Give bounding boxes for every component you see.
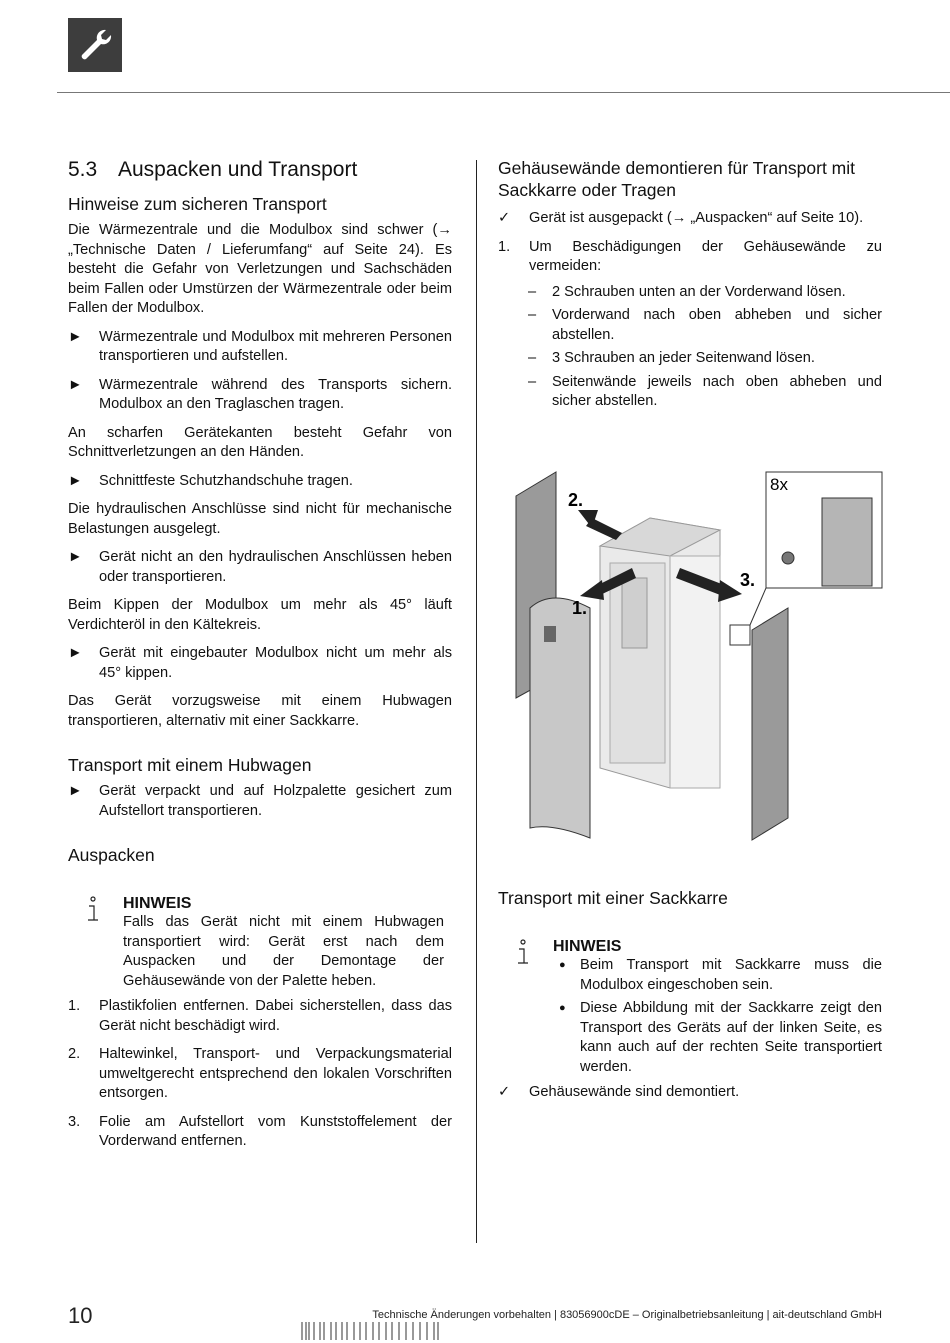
- arrow-icon: ►: [68, 376, 83, 393]
- dash-text: Seitenwände jeweils nach oben abheben und sicher abstellen.: [552, 373, 882, 409]
- unit-body: [600, 518, 720, 788]
- dash-text: 3 Schrauben an jeder Seitenwand lösen.: [552, 350, 815, 366]
- note-bullet: [553, 999, 882, 1077]
- action-text: Schnittfeste Schutzhandschuhe tragen.: [99, 472, 353, 489]
- paragraph: Das Gerät vorzugsweise mit einem Hubwagen transportieren, alternativ mit einer Sackkarre.: [68, 693, 452, 729]
- step-number: 1.: [498, 238, 511, 255]
- action-item: [68, 644, 452, 683]
- step-text: Um Beschädigungen der Gehäusewände zu vermeiden:: [529, 238, 882, 274]
- info-icon: [512, 939, 532, 967]
- wrench-icon: [68, 18, 122, 72]
- note-box: [68, 894, 452, 991]
- column-divider: [476, 160, 477, 1243]
- check-icon: ✓: [498, 1084, 511, 1100]
- check-text: Gerät ist ausgepackt (→ „Auspacken“ auf Seite 10).: [529, 210, 864, 226]
- heading-demontieren: Gehäusewände demontieren für Transport mit Sackkarre oder Tragen: [498, 158, 855, 200]
- dash-item: [498, 283, 882, 303]
- section-title: Auspacken und Transport: [118, 158, 358, 181]
- figure-label-3: 3.: [740, 570, 756, 590]
- section-heading: [68, 157, 452, 183]
- action-item: [68, 472, 452, 492]
- figure-label-8x: 8x: [770, 475, 788, 494]
- step-number: 1.: [68, 998, 81, 1014]
- action-item: [68, 548, 452, 587]
- barcode-icon: [300, 1322, 440, 1340]
- note-body: Falls das Gerät nicht mit einem Hubwagen transportiert wird: Gerät erst nach dem Auspacken und der Demontage der Gehäusewände von der Palette heben.: [123, 914, 444, 989]
- action-text: Wärmezentrale und Modulbox mit mehreren Personen transportieren und aufstellen.: [99, 328, 452, 364]
- paragraph: Die hydraulischen Anschlüsse sind nicht für mechanische Belastungen ausgelegt.: [68, 501, 452, 537]
- front-panel: [530, 598, 590, 838]
- dash-marker: –: [528, 283, 537, 300]
- right-side-panel: [752, 608, 788, 840]
- info-icon: [82, 896, 102, 924]
- check-icon: ✓: [498, 210, 511, 226]
- step-item: [68, 1113, 452, 1152]
- front-display: [544, 626, 556, 642]
- note-title: HINWEIS: [553, 938, 622, 955]
- figure-label-1: 1.: [572, 598, 588, 618]
- right-column-lower: [498, 887, 882, 1112]
- arrow-icon: ►: [68, 328, 83, 345]
- heading-auspacken: Auspacken: [68, 845, 155, 865]
- step-text: Haltewinkel, Transport- und Verpackungsmaterial umweltgerecht entsprechend den lokalen Vorschriften entsorgen.: [99, 1046, 452, 1101]
- step-number: 2.: [68, 1046, 81, 1062]
- heading-hubwagen: Transport mit einem Hubwagen: [68, 755, 312, 775]
- note-bullet: [553, 956, 882, 995]
- action-item: [68, 328, 452, 367]
- arrow-icon: ►: [68, 783, 83, 799]
- paragraph: An scharfen Gerätekanten besteht Gefahr von Schnittverletzungen an den Händen.: [68, 424, 452, 460]
- heading-sackkarre: Transport mit einer Sackkarre: [498, 888, 728, 908]
- dash-item: [498, 349, 882, 369]
- figure-label-2: 2.: [568, 490, 584, 510]
- dash-item: [498, 373, 882, 412]
- heading-safe-transport: Hinweise zum sicheren Transport: [68, 194, 327, 214]
- action-item: [68, 782, 452, 821]
- right-column: [498, 157, 882, 416]
- step-text: Plastikfolien entfernen. Dabei sicherstellen, dass das Gerät nicht beschädigt wird.: [99, 998, 452, 1034]
- step-item: [68, 997, 452, 1036]
- action-text: Gerät mit eingebauter Modulbox nicht um mehr als 45° kippen.: [99, 645, 452, 681]
- check-item: [498, 209, 882, 229]
- action-text: Gerät verpackt und auf Holzpalette gesichert zum Aufstellort transportieren.: [99, 783, 452, 819]
- check-text: Gehäusewände sind demontiert.: [529, 1084, 740, 1100]
- bullet-marker: ●: [559, 1002, 566, 1014]
- dash-marker: –: [528, 350, 537, 366]
- arrow-icon: ►: [68, 472, 83, 489]
- arrow-icon: ►: [68, 549, 83, 565]
- arrow-icon: ►: [68, 645, 83, 661]
- footer-text: Technische Änderungen vorbehalten | 83056900cDE – Originalbetriebsanleitung | ait-deutschland GmbH: [372, 1309, 882, 1321]
- dash-text: Vorderwand nach oben abheben und sicher abstellen.: [552, 307, 882, 343]
- bullet-text: Beim Transport mit Sackkarre muss die Modulbox eingeschoben sein.: [580, 957, 882, 993]
- paragraph: Beim Kippen der Modulbox um mehr als 45° läuft Verdichteröl in den Kältekreis.: [68, 597, 452, 633]
- header-rule: [57, 92, 950, 93]
- step-text: Folie am Aufstellort vom Kunststoffelement der Vorderwand entfernen.: [99, 1113, 452, 1149]
- step-item: [68, 1045, 452, 1104]
- page-number: 10: [68, 1303, 93, 1328]
- dash-item: [498, 306, 882, 345]
- bullet-text: Diese Abbildung mit der Sackkarre zeigt den Transport des Geräts auf der linken Seite, es kann auch auf der rechten Seite transportiert werden.: [580, 1000, 882, 1075]
- action-item: [68, 376, 452, 415]
- bullet-marker: ●: [559, 959, 566, 971]
- check-item: [498, 1083, 882, 1103]
- section-number: 5.3: [68, 158, 98, 181]
- action-text: Wärmezentrale während des Transports sichern. Modulbox an den Traglaschen tragen.: [99, 376, 452, 412]
- action-text: Gerät nicht an den hydraulischen Anschlüssen heben oder transportieren.: [99, 549, 452, 585]
- note-box: [498, 937, 882, 1077]
- dash-marker: –: [528, 307, 537, 323]
- dash-text: 2 Schrauben unten an der Vorderwand lösen.: [552, 283, 846, 300]
- note-title: HINWEIS: [123, 895, 192, 912]
- step-item: [498, 238, 882, 277]
- dash-marker: –: [528, 373, 537, 390]
- step-number: 3.: [68, 1113, 81, 1130]
- disassembly-figure: [492, 468, 892, 848]
- paragraph: Die Wärmezentrale und die Modulbox sind schwer (→ „Technische Daten / Lieferumfang“ auf Seite 24). Es besteht die Gefahr von Verletzungen und Sachschäden beim Fallen oder Umstürzen der Wärmezentrale oder beim Fallen der Modulbox.: [68, 222, 452, 316]
- left-column: [68, 157, 452, 1161]
